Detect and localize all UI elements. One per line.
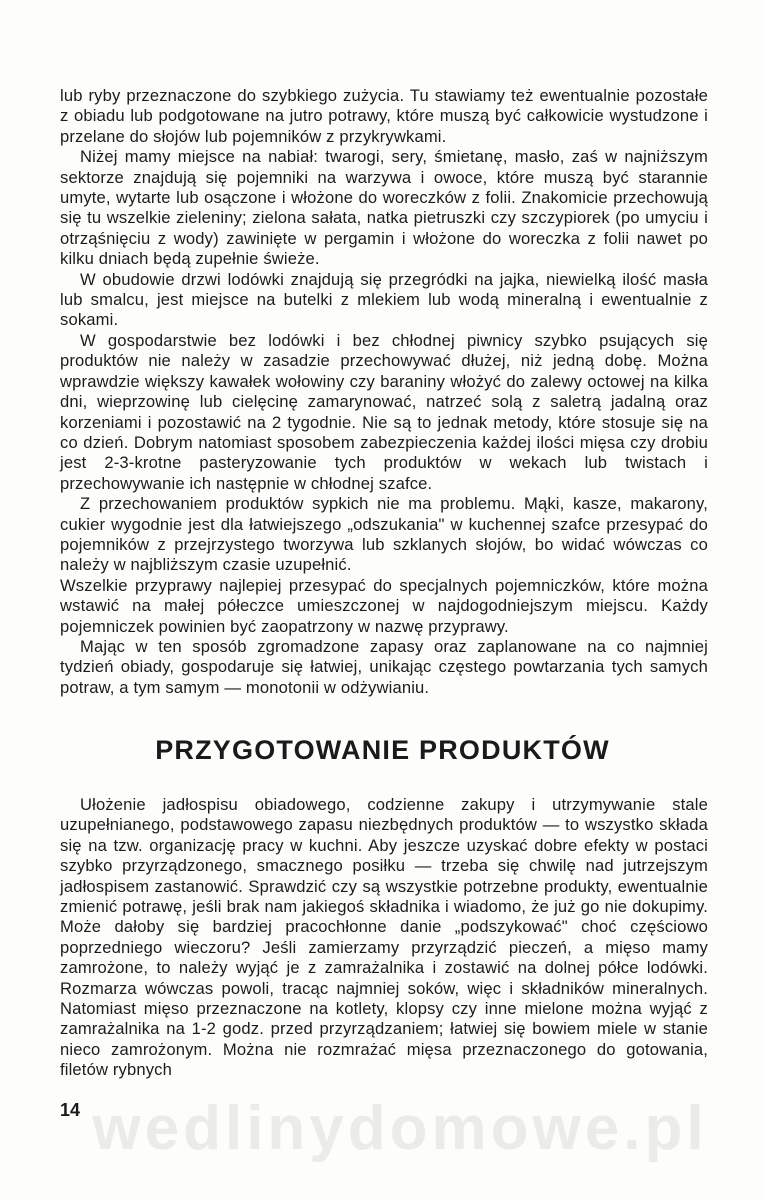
paragraph-5: Z przechowaniem produktów sypkich nie ma problemu. Mąki, kasze, makarony, cukier wygodnie jest dla łatwiejszego „odszukania" w kuchennej szafce przesypać do pojemników z przejrzystego tworzywa lub szklanych słojów, bo widać wówczas co należy w najbliższym czasie uzupełnić.: [60, 494, 708, 575]
body-text-section: [60, 795, 708, 1081]
body-text-top: [60, 86, 708, 698]
paragraph-6: Wszelkie przyprawy najlepiej przesypać do specjalnych pojemniczków, które można wstawić na małej półeczce umieszczonej w najdogodniejszym miejscu. Każdy pojemniczek powinien być zaopatrzony w nazwę przyprawy.: [60, 575, 708, 636]
page-number: 14: [60, 1100, 81, 1120]
watermark: wedlinydomowe.pl: [92, 1094, 708, 1163]
paragraph-1: lub ryby przeznaczone do szybkiego zużycia. Tu stawiamy też ewentualnie pozostałe z obiadu lub podgotowane na jutro potrawy, które muszą być całkowicie wystudzone i przelane do słojów lub pojemników z przykrywkami.: [60, 86, 708, 146]
paragraph-3: W obudowie drzwi lodówki znajdują się przegródki na jajka, niewielką ilość masła lub smalcu, jest miejsce na butelki z mlekiem lub wodą mineralną i ewentualnie z sokami.: [60, 269, 708, 330]
paragraph-2: Niżej mamy miejsce na nabiał: twarogi, sery, śmietanę, masło, zaś w najniższym sektorze znajdują się pojemniki na warzywa i owoce, które muszą być starannie umyte, wytarte lub osączone i włożone do woreczków z folii. Znakomicie przechowują się tu wszelkie zieleniny; zielona sałata, natka pietruszki czy szczypiorek (po umyciu i otrząśnięciu z wody) zawinięte w pergamin i włożone do woreczka z folii nawet po kilku dniach będą zupełnie świeże.: [60, 147, 708, 269]
paragraph-7: Mając w ten sposób zgromadzone zapasy oraz zaplanowane na co najmniej tydzień obiady, gospodaruje się łatwiej, unikając częstego powtarzania tych samych potraw, a tym samym — monotonii w odżywianiu.: [60, 636, 708, 697]
section-heading: PRZYGOTOWANIE PRODUKTÓW: [155, 735, 610, 765]
paragraph-4: W gospodarstwie bez lodówki i bez chłodnej piwnicy szybko psujących się produktów nie należy w zasadzie przechowywać dłużej, niż jedną dobę. Można wprawdzie większy kawałek wołowiny czy baraniny włożyć do zalewy octowej na kilka dni, wieprzowinę lub cielęcinę zamarynować, natrzeć solą z saletrą jadalną oraz korzeniami i pozostawić na 2 tygodnie. Nie są to jednak metody, które stosuje się na co dzień. Dobrym natomiast sposobem zabezpieczenia każdej ilości mięsa czy drobiu jest 2-3-krotne pasteryzowanie tych produktów w wekach lub twistach i przechowywanie ich następnie w chłodnej szafce.: [60, 330, 708, 493]
section-paragraph-1: Ułożenie jadłospisu obiadowego, codzienne zakupy i utrzymywanie stale uzupełnianego, podstawowego zapasu niezbędnych produktów — to wszystko składa się na tzw. organizację pracy w kuchni. Aby jeszcze uzyskać dobre efekty w postaci szybko przyrządzonego, smacznego posiłku — trzeba się chwilę nad jutrzejszym jadłospisem zastanowić. Sprawdzić czy są wszystkie potrzebne produkty, ewentualnie zmienić potrawę, jeśli brak nam jakiegoś składnika i wiadomo, że już go nie dokupimy. Może dałoby się bardziej pracochłonne danie „podszykować" choć częściowo poprzedniego wieczoru? Jeśli zamierzamy przyrządzić pieczeń, a mięso mamy zamrożone, to należy wyjąć je z zamrażalnika i zostawić na dolnej półce lodówki. Rozmarza wówczas powoli, tracąc najmniej soków, więc i składników mineralnych. Natomiast mięso przeznaczone na kotlety, klopsy czy inne mielone można wyjąć z zamrażalnika na 1-2 godz. przed przyrządzaniem; łatwiej się bowiem miele w stanie nieco zamrożonym. Można nie rozmrażać mięsa przeznaczonego do gotowania, filetów rybnych: [60, 795, 708, 1080]
